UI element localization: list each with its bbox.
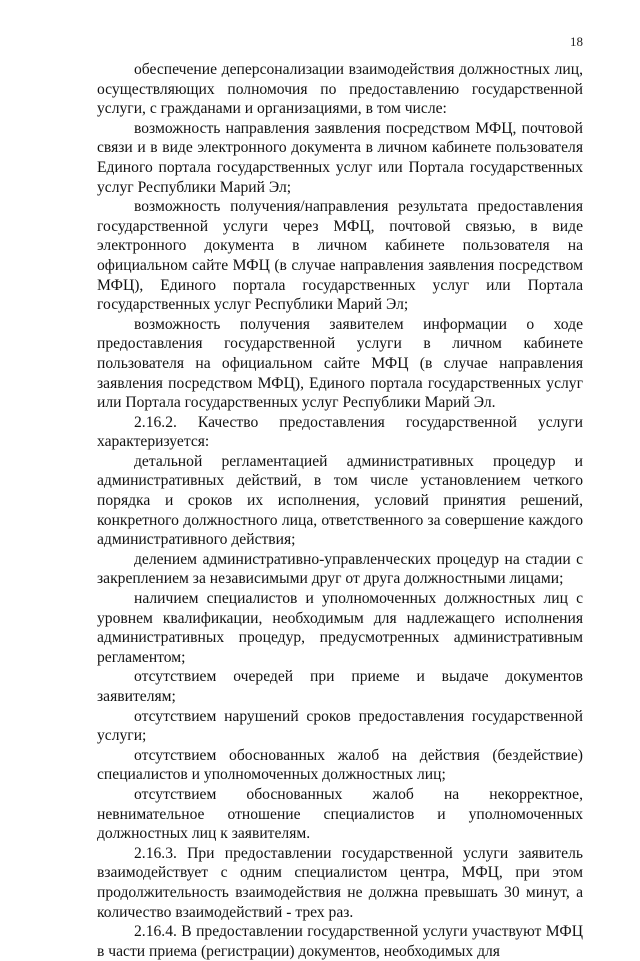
paragraph: отсутствием нарушений сроков предоставления государственной услуги; xyxy=(97,707,583,745)
paragraph: делением административно-управленческих процедур на стадии с закреплением за независимыми друг от друга должностными лицами; xyxy=(97,550,583,588)
paragraph: наличием специалистов и уполномоченных должностных лиц с уровнем квалификации, необходимым для надлежащего исполнения административных процедур, предусмотренных административным регламентом; xyxy=(97,590,583,666)
paragraph: возможность получения/направления результата предоставления государственной услуги через МФЦ, почтовой связью, в виде электронного документа в личном кабинете пользователя на официальном сайте МФЦ (в случае направления заявления посредством МФЦ), Единого портала государственных услуг или Портала государственных услуг Республики Марий Эл; xyxy=(97,198,583,314)
paragraph: отсутствием обоснованных жалоб на действия (бездействие) специалистов и уполномоченных должностных лиц; xyxy=(97,746,583,784)
paragraph: отсутствием обоснованных жалоб на некорректное, невнимательное отношение специалистов и уполномоченных должностных лиц к заявителям. xyxy=(97,785,583,843)
paragraph: возможность направления заявления посредством МФЦ, почтовой связи и в виде электронного документа в личном кабинете пользователя Единого портала государственных услуг или Портала государственных услуг Республики Марий Эл; xyxy=(97,119,583,196)
page-number: 18 xyxy=(570,34,583,49)
section-2-16-3: 2.16.3. При предоставлении государственной услуги заявитель взаимодействует с одним специалистом центра, МФЦ, при этом продолжительность взаимодействия не должна превышать 30 минут, а количество взаимодействий - трех раз. xyxy=(97,844,583,921)
paragraph: отсутствием очередей при приеме и выдаче документов заявителям; xyxy=(97,668,583,705)
section-heading-2-16-2: 2.16.2. Качество предоставления государственной услуги характеризуется: xyxy=(97,413,583,451)
paragraph: обеспечение деперсонализации взаимодействия должностных лиц, осуществляющих полномочия по предоставлению государственной услуги, с гражданами и организациями, в том числе: xyxy=(97,61,583,118)
section-2-16-4: 2.16.4. В предоставлении государственной услуги участвуют МФЦ в части приема (регистрации) документов, необходимых для xyxy=(97,923,583,960)
document-body xyxy=(97,60,583,961)
paragraph: детальной регламентацией административных процедур и административных действий, в том числе установлением четкого порядка и сроков их исполнения, условий принятия решений, конкретного должностного лица, ответственного за совершение каждого административного действия; xyxy=(97,452,583,549)
paragraph: возможность получения заявителем информации о ходе предоставления государственной услуги в личном кабинете пользователя на официальном сайте МФЦ (в случае направления заявления посредством МФЦ), Единого портала государственных услуг или Портала государственных услуг Республики Марий Эл. xyxy=(97,315,583,412)
